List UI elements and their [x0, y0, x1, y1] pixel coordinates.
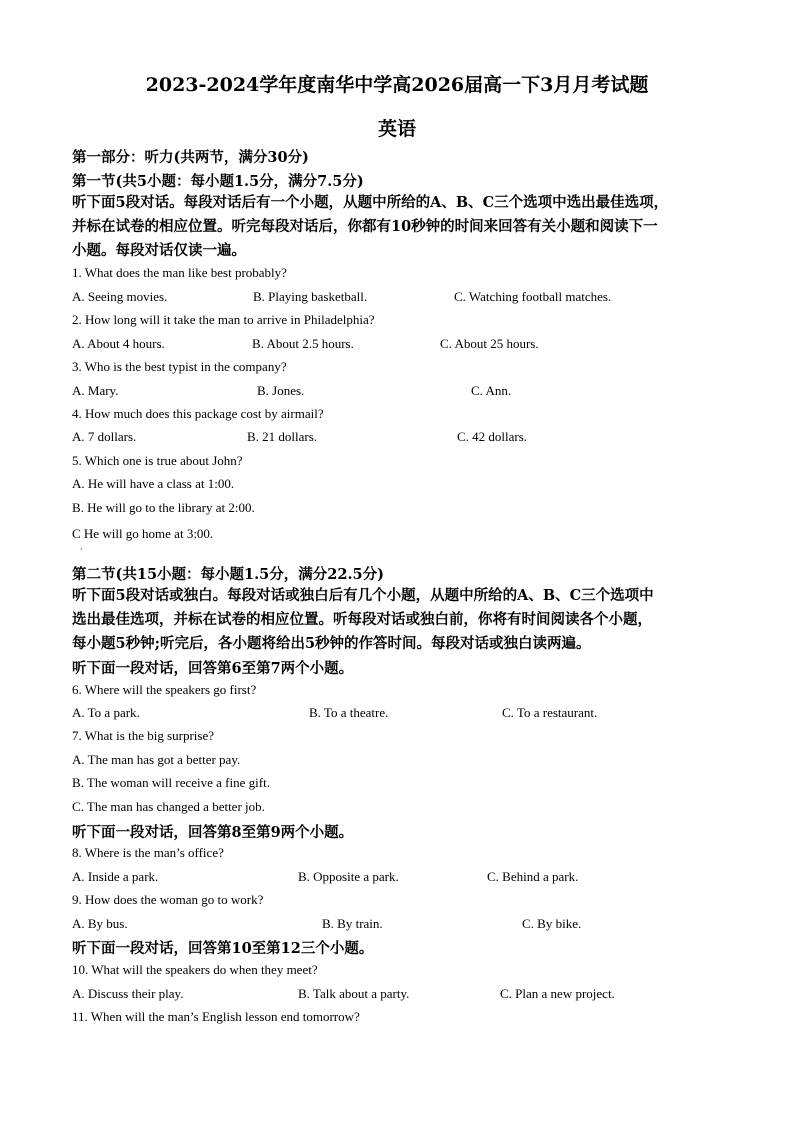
exam-title: 2023-2024学年度南华中学高2026届高一下3月月考试题 — [145, 74, 649, 96]
section2-instructions — [72, 584, 727, 656]
question-11: 11. When will the man’s English lesson end tomorrow? — [72, 1009, 360, 1024]
question-10: 10. What will the speakers do when they meet? — [72, 962, 318, 977]
instruction-line: 小题。每段对话仅读一遍。 — [72, 242, 246, 259]
section1-instructions — [72, 191, 727, 263]
q6-option-a: A. To a park. — [72, 705, 140, 720]
q10-option-b: B. Talk about a party. — [298, 986, 410, 1001]
q2-option-c: C. About 25 hours. — [440, 336, 539, 351]
q3-option-a: A. Mary. — [72, 383, 119, 398]
question-9: 9. How does the woman go to work? — [72, 892, 264, 907]
q9-option-a: A. By bus. — [72, 916, 128, 931]
q8-option-b: B. Opposite a park. — [298, 869, 399, 884]
part1-heading: 第一部分：听力(共两节，满分30分) — [72, 149, 309, 166]
question-8: 8. Where is the man’s office? — [72, 845, 224, 860]
q6-option-b: B. To a theatre. — [309, 705, 389, 720]
q4-option-a: A. 7 dollars. — [72, 429, 137, 444]
q7-option-a: A. The man has got a better pay. — [72, 752, 241, 767]
q3-option-b: B. Jones. — [257, 383, 305, 398]
question-5: 5. Which one is true about John? — [72, 453, 243, 468]
prompt-10-12: 听下面一段对话，回答第10至第12三个小题。 — [72, 940, 374, 957]
question-1: 1. What does the man like best probably? — [72, 265, 287, 280]
q5-option-c: C He will go home at 3:00. — [72, 526, 214, 541]
q7-option-c: C. The man has changed a better job. — [72, 799, 265, 814]
question-2: 2. How long will it take the man to arrive in Philadelphia? — [72, 312, 375, 327]
q4-option-b: B. 21 dollars. — [247, 429, 318, 444]
q5-option-a: A. He will have a class at 1:00. — [72, 476, 235, 491]
instruction-line: 并标在试卷的相应位置。听完每段对话后，你都有10秒钟的时间来回答有关小题和阅读下一 — [72, 218, 658, 235]
q9-option-b: B. By train. — [322, 916, 383, 931]
q4-option-c: C. 42 dollars. — [457, 429, 528, 444]
q9-option-c: C. By bike. — [522, 916, 582, 931]
question-4: 4. How much does this package cost by airmail? — [72, 406, 324, 421]
q10-option-a: A. Discuss their play. — [72, 986, 184, 1001]
subject-title: 英语 — [377, 118, 416, 140]
instruction-line: 每小题5秒钟;听完后，各小题将给出5秒钟的作答时间。每段对话或独白读两遍。 — [72, 635, 591, 652]
q1-option-c: C. Watching football matches. — [454, 289, 612, 304]
q2-option-b: B. About 2.5 hours. — [252, 336, 354, 351]
q2-option-a: A. About 4 hours. — [72, 336, 165, 351]
question-6: 6. Where will the speakers go first? — [72, 682, 257, 697]
q1-option-b: B. Playing basketball. — [253, 289, 368, 304]
section2-heading: 第二节(共15小题：每小题1.5分，满分22.5分) — [72, 566, 384, 583]
instruction-line: 选出最佳选项，并标在试卷的相应位置。听每段对话或独白前，你将有时间阅读各个小题， — [72, 611, 652, 628]
q8-option-a: A. Inside a park. — [72, 869, 159, 884]
instruction-line: 听下面5段对话或独白。每段对话或独白后有几个小题，从题中所给的A、B、C三个选项中 — [72, 587, 654, 604]
q7-option-b: B. The woman will receive a fine gift. — [72, 775, 270, 790]
q1-option-a: A. Seeing movies. — [72, 289, 168, 304]
q3-option-c: C. Ann. — [471, 383, 512, 398]
q6-option-c: C. To a restaurant. — [502, 705, 598, 720]
q8-option-c: C. Behind a park. — [487, 869, 579, 884]
q5-option-b: B. He will go to the library at 2:00. — [72, 500, 255, 515]
section1-heading: 第一节(共5小题：每小题1.5分，满分7.5分) — [72, 173, 364, 190]
stray-dot: · — [80, 545, 83, 554]
q10-option-c: C. Plan a new project. — [500, 986, 615, 1001]
question-3: 3. Who is the best typist in the company? — [72, 359, 287, 374]
instruction-line: 听下面5段对话。每段对话后有一个小题，从题中所给的A、B、C三个选项中选出最佳选项， — [72, 194, 669, 211]
prompt-6-7: 听下面一段对话，回答第6至第7两个小题。 — [72, 660, 354, 677]
prompt-8-9: 听下面一段对话，回答第8至第9两个小题。 — [72, 824, 354, 841]
question-7: 7. What is the big surprise? — [72, 728, 215, 743]
